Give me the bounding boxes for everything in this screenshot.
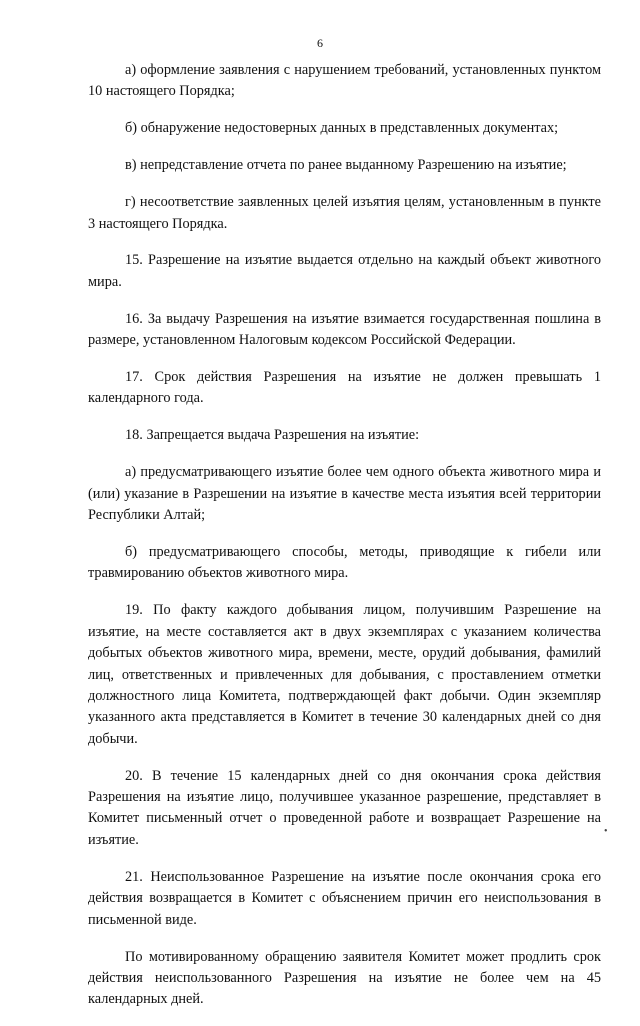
paragraph-18-b: б) предусматривающего способы, методы, приводящие к гибели или травмированию объектов животного мира. — [88, 544, 601, 582]
paragraph-21: 21. Неиспользованное Разрешение на изъятие после окончания срока его действия возвращается в Комитет с объяснением причин его неиспользования в письменной виде. — [88, 868, 601, 928]
paragraph-15: 15. Разрешение на изъятие выдается отдельно на каждый объект животного мира. — [88, 252, 601, 290]
document-body — [88, 60, 601, 1026]
paragraph-v-no-report: в) непредставление отчета по ранее выданному Разрешению на изъятие; — [125, 157, 567, 174]
paragraph-16: 16. За выдачу Разрешения на изъятие взимается государственная пошлина в размере, установленном Налоговым кодексом Российской Федерации. — [88, 310, 601, 349]
paragraph-19: 19. По факту каждого добывания лицом, получившим Разрешение на изъятие, на месте составляется акт в двух экземплярах с указанием количества добытых объектов животного мира, времени, месте, орудий добывания, фамилий лиц, ответственных и привлеченных для добывания, с проставлением отметки должностного лица Комитета, подтверждающей факт добычи. Один экземпляр указанного акта представляется в Комитет в течение 30 календарных дней со дня добычи. — [88, 602, 601, 747]
paragraph-17: 17. Срок действия Разрешения на изъятие не должен превышать 1 календарного года. — [88, 369, 601, 407]
paragraph-18-a: а) предусматривающего изъятие более чем одного объекта животного мира и (или) указание в Разрешении на изъятие в качестве места изъятия всей территории Республики Алтай; — [88, 464, 601, 524]
page-number: 6 — [317, 36, 323, 50]
paragraph-18: 18. Запрещается выдача Разрешения на изъятие: — [125, 427, 420, 444]
paragraph-b-false-data: б) обнаружение недостоверных данных в представленных документах; — [125, 120, 559, 137]
paragraph-a-application-violation: а) оформление заявления с нарушением требований, установленных пунктом 10 настоящего Порядка; — [88, 62, 601, 100]
paragraph-20: 20. В течение 15 календарных дней со дня окончания срока действия Разрешения на изъятие лицо, получившее указанное разрешение, представляет в Комитет письменный отчет о проведенной работе и возвращает Разрешение на изъятие. — [88, 767, 601, 848]
margin-dot-mark: • — [604, 826, 608, 837]
paragraph-extension: По мотивированному обращению заявителя Комитет может продлить срок действия неиспользованного Разрешения на изъятие не более чем на 45 календарных дней. — [88, 948, 601, 1008]
paragraph-g-purpose-mismatch: г) несоответствие заявленных целей изъятия целям, установленным в пункте 3 настоящего Порядка. — [88, 194, 601, 232]
